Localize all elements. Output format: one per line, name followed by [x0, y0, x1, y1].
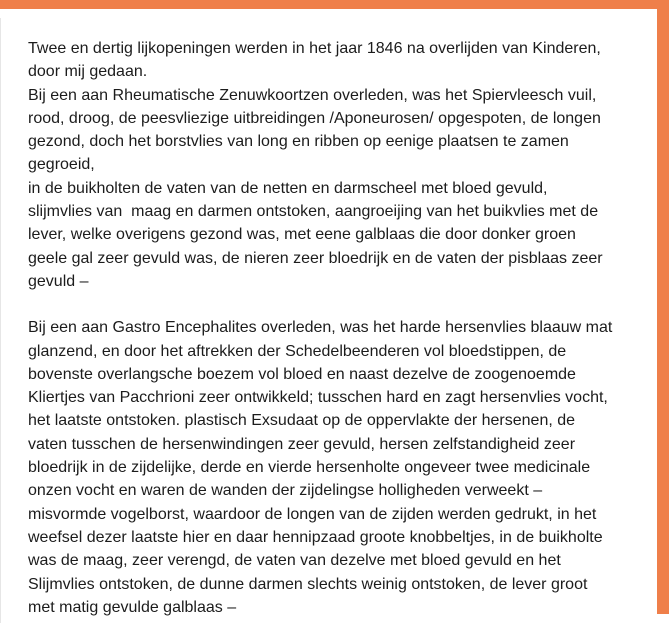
text-line: was de maag, zeer verengd, de vaten van dezelve met bloed gevuld en het [28, 552, 561, 570]
text-line: bloedrijk in de zijdelijke, derde en vierde hersenholte ongeveer twee medicinale [28, 459, 591, 477]
text-line: bovenste overlangsche boezem vol bloed en naast dezelve de zoogenoemde [28, 365, 576, 383]
text-line: weefsel dezer laatste hier en daar hennipzaad groote knobbeltjes, in de buikholte [28, 528, 603, 546]
document-viewer [0, 18, 657, 623]
text-line: gevuld – [28, 272, 89, 290]
text-line: Kliertjes van Pacchrioni zeer ontwikkeld; tusschen hard en zagt hersenvlies vocht, [28, 389, 608, 407]
text-line: gegroeid, [28, 156, 95, 174]
text-line: gezond, doch het borstvlies van long en ribben op eenige plaatsen te zamen [28, 133, 569, 151]
text-line: lever, welke overigens gezond was, met eene galblaas die door donker groen [28, 226, 576, 244]
paragraph-2 [28, 84, 628, 294]
paragraph-spacer [28, 293, 628, 316]
text-line: Bij een aan Rheumatische Zenuwkoortzen overleden, was het Spiervleesch vuil, [28, 86, 597, 104]
text-line: Bij een aan Gastro Encephalites overleden, was het harde hersenvlies blaauw mat [28, 319, 613, 337]
text-line: onzen vocht en waren de wanden der zijdelingse holligheden verweekt – [28, 482, 543, 500]
text-line: vaten tusschen de hersenwindingen zeer gevuld, hersen zelfstandigheid zeer [28, 435, 576, 453]
document-text [28, 37, 628, 619]
text-line: rood, droog, de peesvliezige uitbreidingen /Aponeurosen/ opgespoten, de longen [28, 109, 601, 127]
paragraph-1 [28, 37, 628, 84]
paragraph-3 [28, 316, 628, 619]
text-line: Slijmvlies ontstoken, de dunne darmen slechts weinig ontstoken, de lever groot [28, 575, 588, 593]
text-line: slijmvlies van maag en darmen ontstoken, aangroeijing van het buikvlies met de [28, 203, 599, 221]
text-line: misvormde vogelborst, waardoor de longen van de zijden werden gedrukt, in het [28, 505, 597, 523]
text-line: glanzend, en door het aftrekken der Schedelbeenderen vol bloedstippen, de [28, 342, 567, 360]
text-line: geele gal zeer gevuld was, de nieren zeer bloedrijk en de vaten der pisblaas zeer [28, 249, 603, 267]
text-line: het laatste ontstoken. plastisch Exsudaat op de oppervlakte der hersenen, de [28, 412, 576, 430]
text-line: met matig gevulde galblaas – [28, 598, 237, 616]
text-line: door mij gedaan. [28, 63, 148, 81]
text-line: Twee en dertig lijkopeningen werden in het jaar 1846 na overlijden van Kinderen, [28, 40, 601, 57]
text-line: in de buikholten de vaten van de netten en darmscheel met bloed gevuld, [28, 179, 548, 197]
